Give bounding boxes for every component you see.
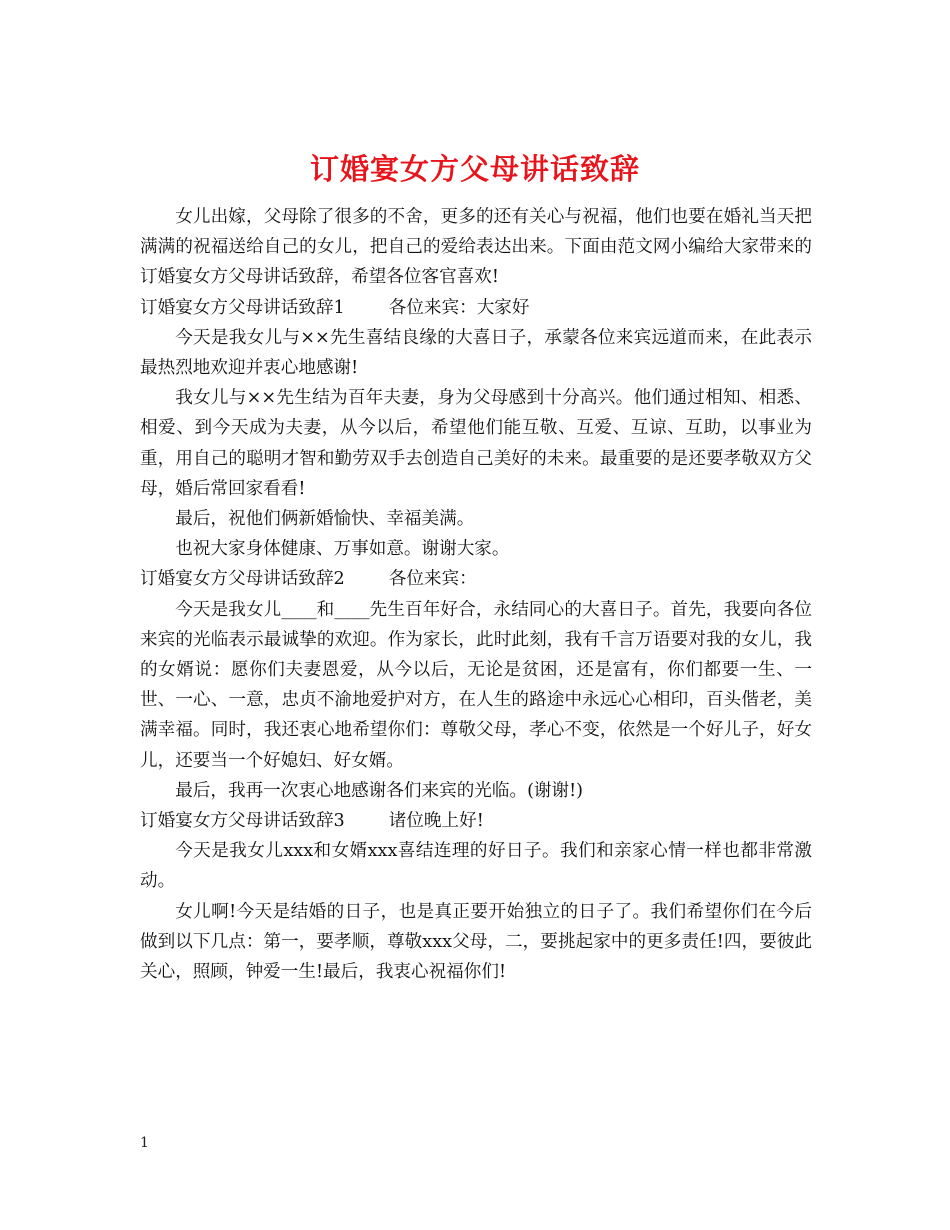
section-label: 订婚宴女方父母讲话致辞2	[140, 569, 345, 590]
document-body	[140, 202, 812, 987]
greeting-text: 诸位晚上好!	[388, 811, 484, 832]
paragraph: 女儿啊!今天是结婚的日子，也是真正要开始独立的日子了。我们希望你们在今后做到以下几点：第一，要孝顺，尊敬xxx父母，二，要挑起家中的更多责任!四，要彼此关心，照顾，钟爱一生!最后，我衷心祝福你们!	[140, 901, 812, 983]
section-label: 订婚宴女方父母讲话致辞1	[140, 297, 345, 318]
paragraph: 今天是我女儿____和____先生百年好合，永结同心的大喜日子。首先，我要向各位来宾的光临表示最诚挚的欢迎。作为家长，此时此刻，我有千言万语要对我的女儿，我的女婿说：愿你们夫妻恩爱，从今以后，无论是贫困，还是富有，你们都要一生、一世、一心、一意，忠贞不渝地爱护对方，在人生的路途中永远心心相印，百头偕老，美满幸福。同时，我还衷心地希望你们：尊敬父母，孝心不变，依然是一个好儿子，好女儿，还要当一个好媳妇、好女婿。	[140, 599, 812, 771]
paragraph: 最后，祝他们俩新婚愉快、幸福美满。	[175, 509, 475, 530]
paragraph: 也祝大家身体健康、万事如意。谢谢大家。	[175, 539, 510, 560]
greeting-text: 各位来宾：大家好	[388, 297, 530, 318]
paragraph: 最后，我再一次衷心地感谢各们来宾的光临。(谢谢!)	[175, 780, 584, 801]
section-heading-2	[140, 564, 812, 594]
document-title: 订婚宴女方父母讲话致辞	[309, 152, 640, 187]
paragraph: 我女儿与××先生结为百年夫妻，身为父母感到十分高兴。他们通过相知、相悉、相爱、到今天成为夫妻，从今以后，希望他们能互敬、互爱、互谅、互助，以事业为重，用自己的聪明才智和勤劳双手去创造自己美好的未来。最重要的是还要孝敬双方父母，婚后常回家看看!	[140, 388, 812, 499]
greeting-text: 各位来宾：	[388, 569, 477, 590]
section-label: 订婚宴女方父母讲话致辞3	[140, 811, 345, 832]
page-number: 1	[140, 1135, 149, 1151]
section-heading-1	[140, 293, 812, 323]
paragraph: 今天是我女儿xxx和女婿xxx喜结连理的好日子。我们和亲家心情一样也都非常激动。	[140, 841, 812, 892]
section-heading-3	[140, 806, 812, 836]
paragraph: 今天是我女儿与××先生喜结良缘的大喜日子，承蒙各位来宾远道而来，在此表示最热烈地欢迎并衷心地感谢!	[140, 327, 812, 379]
paragraph-intro: 女儿出嫁，父母除了很多的不舍，更多的还有关心与祝福，他们也要在婚礼当天把满满的祝福送给自己的女儿，把自己的爱给表达出来。下面由范文网小编给大家带来的订婚宴女方父母讲话致辞，希望各位客官喜欢!	[140, 207, 812, 288]
